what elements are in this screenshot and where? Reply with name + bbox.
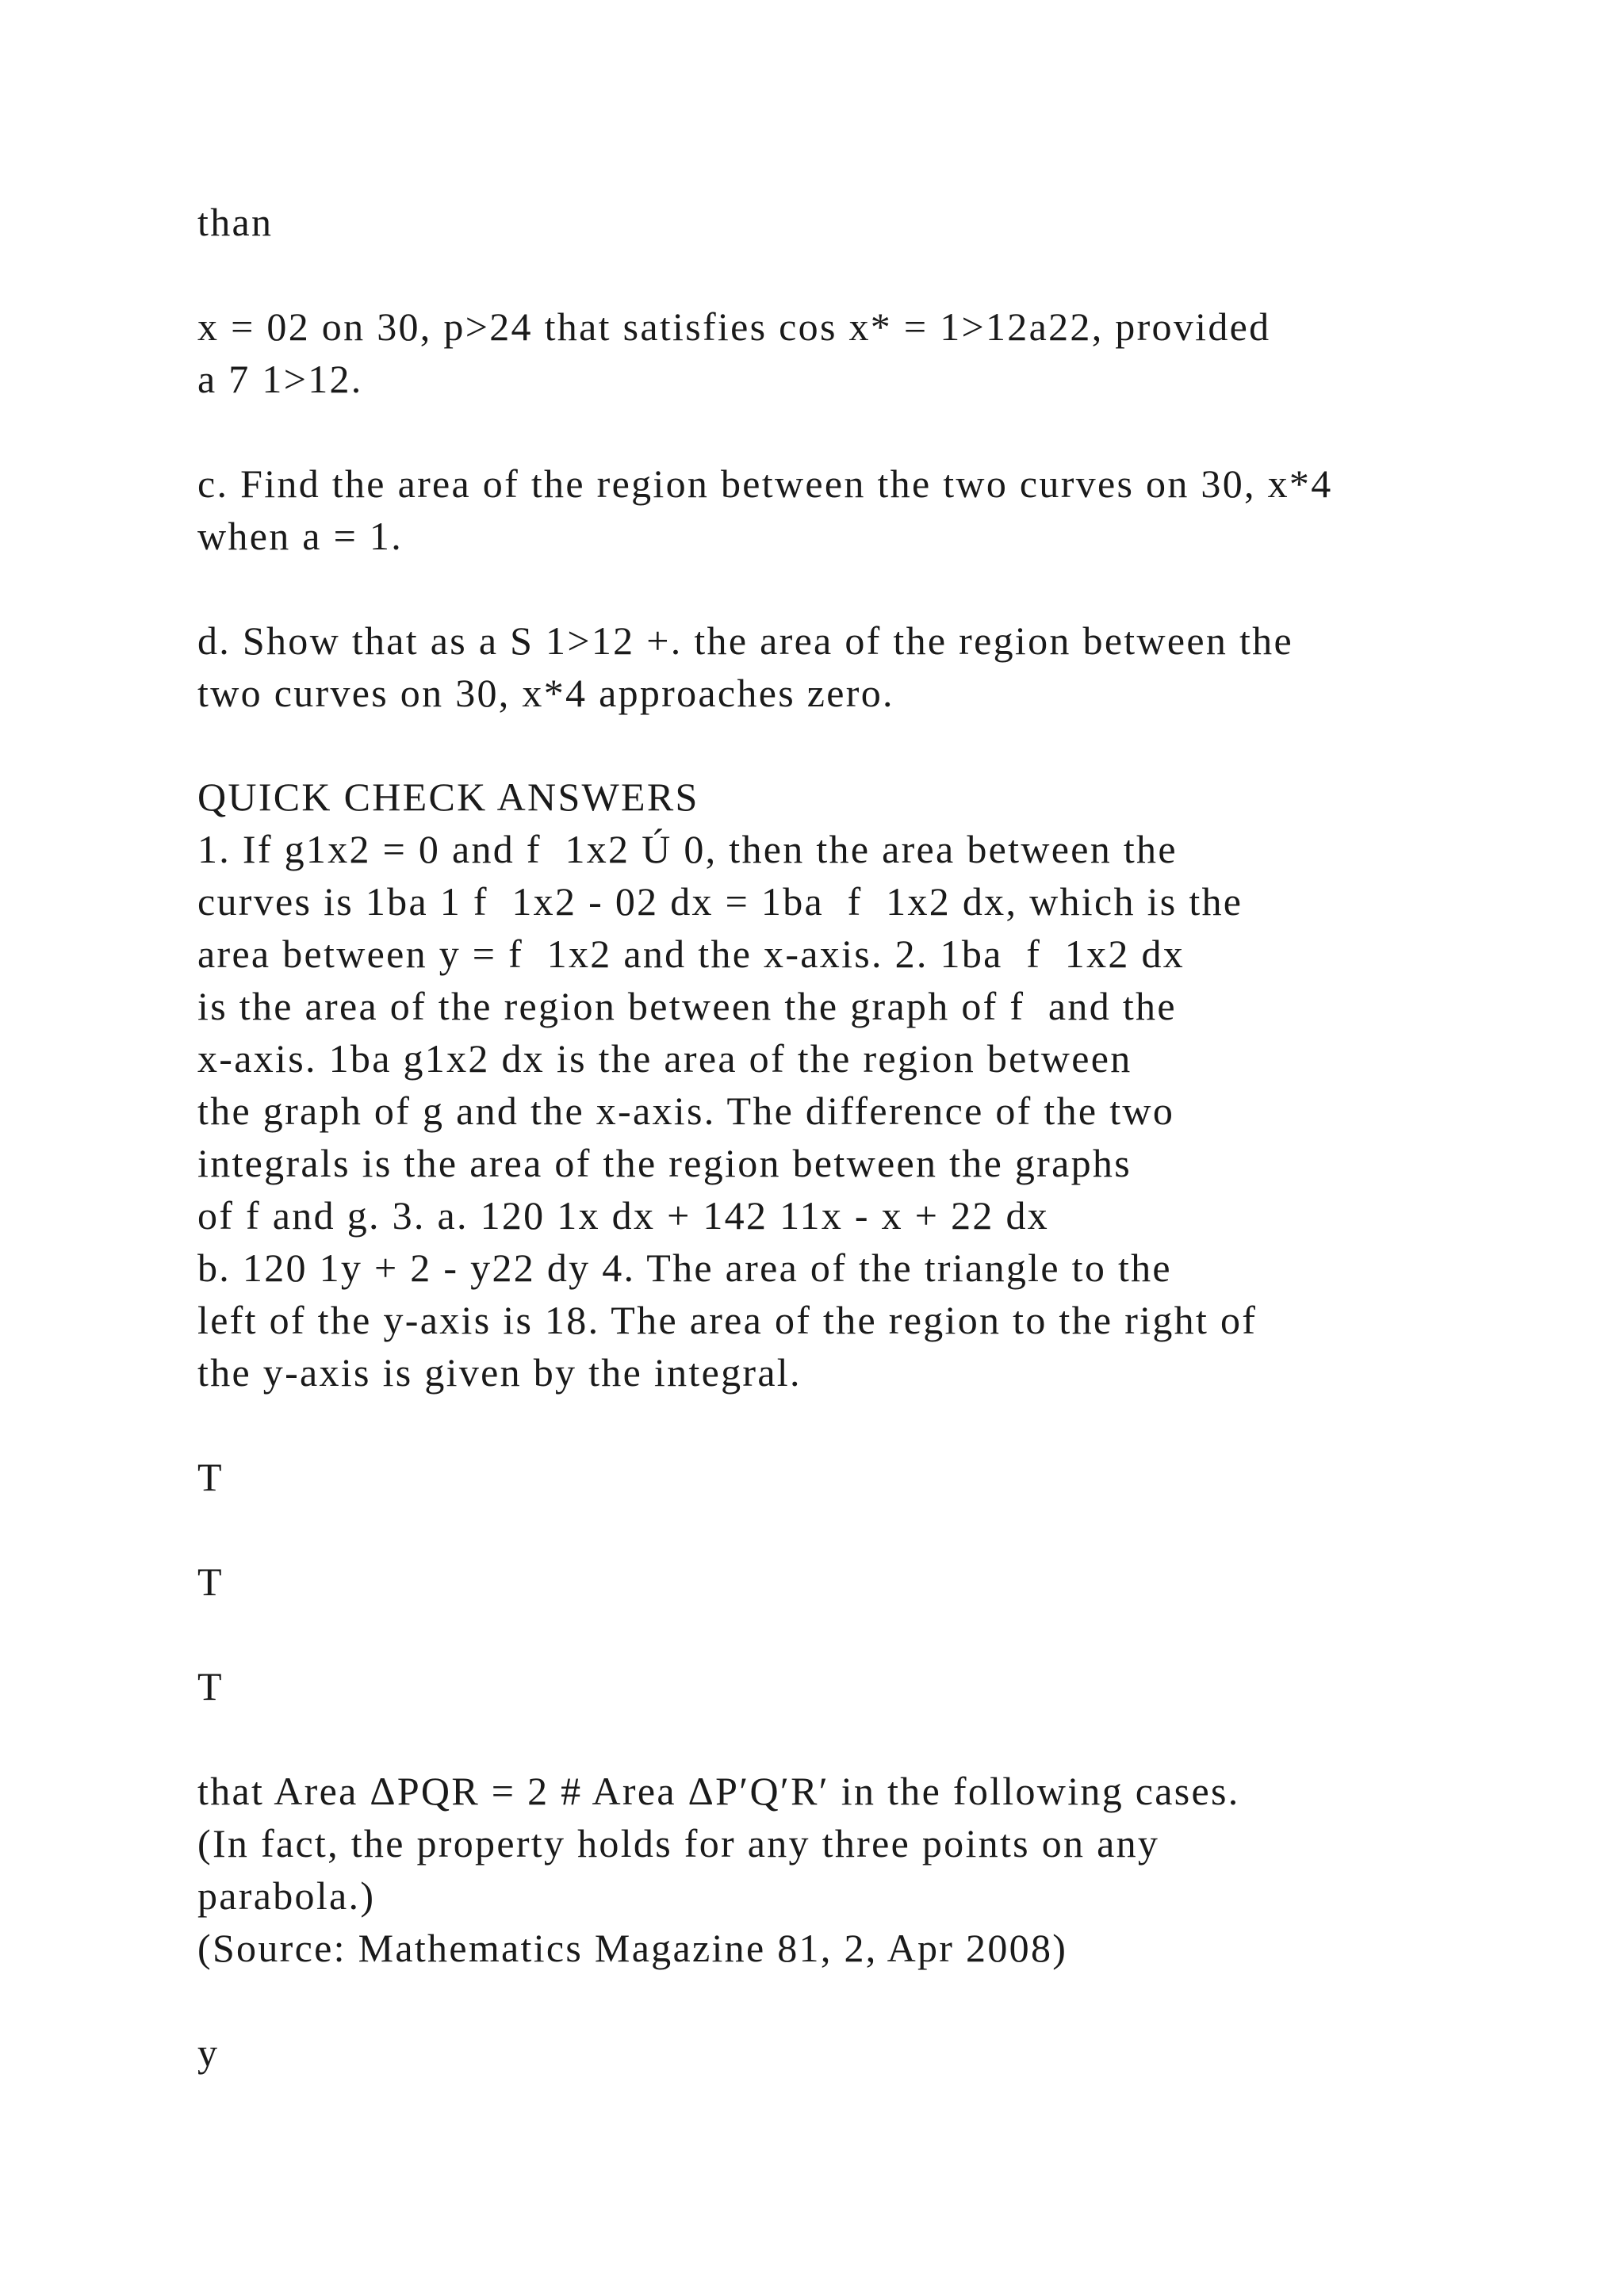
text-line: integrals is the area of the region between the graphs bbox=[197, 1141, 1132, 1185]
text-line: that Area ΔPQR = 2 # Area ΔP′Q′R′ in the following cases. bbox=[197, 1769, 1240, 1813]
question-c: c. Find the area of the region between the two curves on 30, x*4 bbox=[197, 461, 1333, 506]
text-line: x = 02 on 30, p>24 that satisfies cos x* = 1>12a22, provided bbox=[197, 304, 1271, 349]
text-line: the y-axis is given by the integral. bbox=[197, 1350, 802, 1395]
text-line: the graph of g and the x-axis. The difference of the two bbox=[197, 1089, 1175, 1133]
question-d: d. Show that as a S 1>12 +. the area of the region between the bbox=[197, 618, 1293, 663]
text-line: than bbox=[197, 200, 274, 244]
text-line: curves is 1ba 1 f 1x2 - 02 dx = 1ba f 1x2 dx, which is the bbox=[197, 879, 1243, 924]
source-citation: (Source: Mathematics Magazine 81, 2, Apr 2008) bbox=[197, 1926, 1068, 1970]
text-line: is the area of the region between the graph of f and the bbox=[197, 984, 1177, 1028]
text-line: a 7 1>12. bbox=[197, 357, 363, 401]
text-line: T bbox=[197, 1664, 224, 1709]
text-line: of f and g. 3. a. 120 1x dx + 142 11x - x + 22 dx bbox=[197, 1193, 1050, 1238]
text-line: parabola.) bbox=[197, 1873, 376, 1918]
text-line: area between y = f 1x2 and the x-axis. 2. 1ba f 1x2 dx bbox=[197, 932, 1185, 976]
text-line: b. 120 1y + 2 - y22 dy 4. The area of the triangle to the bbox=[197, 1246, 1172, 1290]
text-line: when a = 1. bbox=[197, 514, 403, 558]
text-line: T bbox=[197, 1559, 224, 1604]
text-line: T bbox=[197, 1455, 224, 1499]
text-line: two curves on 30, x*4 approaches zero. bbox=[197, 671, 894, 715]
section-heading: QUICK CHECK ANSWERS bbox=[197, 775, 699, 819]
text-line: y bbox=[197, 2030, 220, 2075]
text-line: (In fact, the property holds for any three points on any bbox=[197, 1821, 1160, 1866]
text-line: left of the y-axis is 18. The area of the region to the right of bbox=[197, 1298, 1258, 1342]
text-line: 1. If g1x2 = 0 and f 1x2 Ú 0, then the area between the bbox=[197, 827, 1178, 871]
text-line: x-axis. 1ba g1x2 dx is the area of the region between bbox=[197, 1036, 1132, 1081]
